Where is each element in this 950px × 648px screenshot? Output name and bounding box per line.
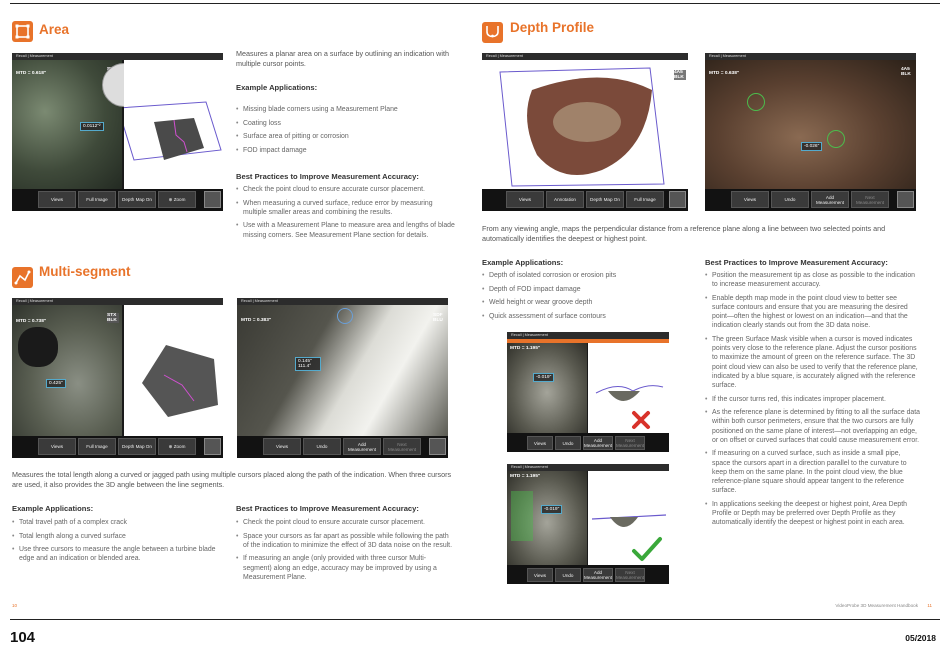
area-description: Measures a planar area on a surface by outlining an indication with multiple cursor points. [236,49,449,68]
list-item: • Use with a Measurement Plane to measure area and lengths of blade missing corners. See Measurement Plane section for details. [236,221,458,239]
next-measurement-button[interactable]: Next Measurement [851,191,889,208]
depth-apps-heading: Example Applications: [482,258,564,267]
multi-apps-heading: Example Applications: [12,504,94,513]
depth-map-button[interactable]: Depth Map On [586,191,624,208]
depth-value: -0.019" [533,373,554,382]
depth-incorrect-example [507,332,669,452]
depth-profile-icon [482,22,503,43]
list-item: • Total travel path of a complex crack [12,518,222,527]
menu-square-button[interactable] [669,191,686,208]
length-value: 0.425" [46,379,66,388]
left-page-number: 10 [12,603,18,608]
area-bp-list [236,185,458,244]
list-item: • Depth of isolated corrosion or erosion pits [482,271,692,280]
correct-button-bar [507,565,669,584]
undo-button[interactable]: Undo [303,438,341,455]
mtd-label: MTD = 1.195" [510,346,541,351]
next-measurement-button[interactable]: Next Measurement [615,570,645,580]
mtd-label: MTD = 0.638" [709,71,740,76]
right-page-number: 11 [927,603,932,608]
list-item: • Depth of FOD impact damage [482,285,692,294]
screen-status-bar: Recall | Measurement [482,53,688,60]
top-rule [10,3,940,4]
multi-button-bar-2 [237,436,448,458]
surface-mask [511,491,533,541]
depth-value: -0.026" [801,142,822,151]
screen-status-bar: Recall | Measurement [237,298,448,305]
probe-tag: STX BLK [107,313,119,323]
add-measurement-button[interactable]: Add Measurement [343,438,381,455]
list-item: • Missing blade corners using a Measurement Plane [236,105,456,114]
length-angle-value: 0.145" 111.4° [295,357,321,371]
list-item: • Check the point cloud to ensure accurate cursor placement. [236,518,454,527]
list-item: • Check the point cloud to ensure accurate cursor placement. [236,185,458,194]
multi-segment-title: Multi-segment [39,264,131,279]
list-item: • Weld height or wear groove depth [482,298,692,307]
cursor-circle [747,93,765,111]
point-cloud-view [588,343,669,433]
multi-segment-icon [12,267,33,288]
list-item: • Enable depth map mode in the point cloud view to better see surface contours and ensure that you are measuring the desired point—often the highest or lowest on an indication—and that the indication clearly stands out from the 3D data noise. [705,294,920,331]
zoom-button[interactable]: ⊕ Zoom [158,438,196,455]
undo-button[interactable]: Undo [555,568,581,582]
zoom-button[interactable]: ⊕ Zoom [158,191,196,208]
full-image-button[interactable]: Full Image [78,438,116,455]
annotation-button[interactable]: Annotation [546,191,584,208]
list-item: • If measuring on a curved surface, such as inside a small pipe, space the cursors apart in a direction parallel to the curvature to keep them on the same plane. In the point cloud view, the blue reference-plane square should appear tangent to the reference surface. [705,449,920,495]
area-title: Area [39,22,70,37]
point-cloud-view [588,471,669,565]
list-item: • Surface area of pitting or corrosion [236,132,456,141]
depth-apps-list [482,271,692,325]
next-measurement-button[interactable]: Next Measurement [615,438,645,448]
inspection-image [237,305,448,436]
cursor-circle [827,130,845,148]
views-button[interactable]: Views [527,436,553,450]
depth-screenshot-2 [705,53,916,211]
mtd-label: MTD = 0.383" [241,318,272,323]
views-button[interactable]: Views [263,438,301,455]
cursor-circle [337,308,353,324]
inspection-image [12,305,122,436]
depth-correct-example [507,464,669,584]
mtd-label: MTD = 1.195" [510,474,541,479]
full-image-button[interactable]: Full Image [78,191,116,208]
list-item: • When measuring a curved surface, reduce error by measuring multiple smaller areas and combining the results. [236,199,458,217]
area-screenshot [12,53,223,211]
mtd-label: MTD = 0.618" [16,71,47,76]
area-value: 0.0112"² [80,122,104,131]
footer-rule [10,619,940,620]
page-number: 104 [10,629,36,646]
screen-status-bar: Recall | Measurement [705,53,916,60]
point-cloud-view [482,60,688,189]
depth-button-bar-2 [705,189,916,211]
list-item: • If measuring an angle (only provided with three cursor Multi-segment) along an edge, accuracy may be improved by using a Measurement Plane. [236,554,454,582]
list-item: • Quick assessment of surface contours [482,312,692,321]
depth-map-button[interactable]: Depth Map On [118,191,156,208]
screen-status-bar: Recall | Measurement [507,332,669,339]
area-button-bar [12,189,223,211]
list-item: • Position the measurement tip as close as possible to the indication to increase measurement accuracy. [705,271,920,289]
probe-tag: SDF BLU [433,313,443,323]
views-button[interactable]: Views [527,568,553,582]
views-button[interactable]: Views [731,191,769,208]
list-item: • In applications seeking the deepest or highest point, Area Depth Profile or Depth may be preferred over Depth Profile as they automatically identify the deepest or highest point in each area. [705,500,920,528]
undo-button[interactable]: Undo [555,436,581,450]
add-measurement-button[interactable]: Add Measurement [583,438,613,448]
date-label: 05/2018 [905,633,936,643]
list-item: • The green Surface Mask visible when a cursor is moved indicates points very close to the reference plane. Adjust the cursor positions to maximize the amount of green on the reference surface. The 3D point cloud view can also be used to verify that the reference plane, indicated by a blue square, is accurately aligned with the reference surface. [705,335,920,390]
depth-description: From any viewing angle, maps the perpendicular distance from a reference plane along a line between two selected points and automatically identifies the deepest or highest point. [482,224,886,243]
handbook-title: VideoProbe 3D Measurement Handbook [835,603,918,608]
next-measurement-button[interactable]: Next Measurement [383,438,421,455]
multi-description: Measures the total length along a curved or jagged path using multiple cursors placed along the path of the indication. When three cursors are used, it also provides the 3D angle between the line segments. [12,470,452,489]
multi-button-bar-1 [12,436,223,458]
mtd-label: MTD = 0.738" [16,319,47,324]
point-cloud-view [124,60,223,189]
depth-map-button[interactable]: Depth Map On [118,438,156,455]
menu-square-button[interactable] [429,438,446,455]
menu-square-button[interactable] [204,191,221,208]
depth-bp-heading: Best Practices to Improve Measurement Accuracy: [705,258,888,267]
depth-value: -0.019" [541,505,562,514]
add-measurement-button[interactable]: Add Measurement [583,570,613,580]
multi-bp-heading: Best Practices to Improve Measurement Accuracy: [236,504,419,513]
depth-button-bar-1 [482,189,688,211]
depth-bp-list [705,271,920,532]
missing-corner [18,327,58,367]
list-item: • As the reference plane is determined by fitting to all the surface data within both cursor perimeters, ensure that the two cursors are fully positioned on the same plane of interest—not overlapping an edge, or on offset or curved surfaces that could cause measurement error. [705,408,920,445]
list-item: • Total length along a curved surface [12,532,222,541]
screen-status-bar: Recall | Measurement [507,464,669,471]
add-measurement-button[interactable]: Add Measurement [811,191,849,208]
inspection-image [507,471,587,565]
undo-button[interactable]: Undo [771,191,809,208]
list-item: • If the cursor turns red, this indicates improper placement. [705,395,920,404]
area-apps-list [236,105,456,159]
depth-screenshot-1 [482,53,688,211]
area-icon [12,21,33,42]
area-apps-heading: Example Applications: [236,83,318,92]
screen-status-bar: Recall | Measurement [12,53,223,60]
multi-screenshot-2 [237,298,448,458]
inspection-image [12,60,122,189]
area-bp-heading: Best Practices to Improve Measurement Accuracy: [236,172,419,181]
multi-bp-list [236,518,454,586]
probe-tag: 4A5 BLK [674,70,686,80]
views-button[interactable]: Views [38,191,76,208]
multi-screenshot-1 [12,298,223,458]
inspection-image [705,60,916,189]
probe-tag: 4A5 BLK [901,67,911,77]
point-cloud-view [124,305,223,436]
menu-square-button[interactable] [204,438,221,455]
depth-profile-title: Depth Profile [510,20,595,35]
list-item: • FOD impact damage [236,146,456,155]
screen-status-bar: Recall | Measurement [12,298,223,305]
views-button[interactable]: Views [506,191,544,208]
inspection-image [507,343,587,433]
list-item: • Use three cursors to measure the angle between a turbine blade edge and an indication or blended area. [12,545,222,563]
list-item: • Space your cursors as far apart as possible while following the path of the indication to minimize the effect of 3D data noise on the result. [236,532,454,550]
views-button[interactable]: Views [38,438,76,455]
list-item: • Coating loss [236,119,456,128]
menu-square-button[interactable] [897,191,914,208]
full-image-button[interactable]: Full Image [626,191,664,208]
multi-apps-list [12,518,222,568]
incorrect-button-bar [507,433,669,452]
